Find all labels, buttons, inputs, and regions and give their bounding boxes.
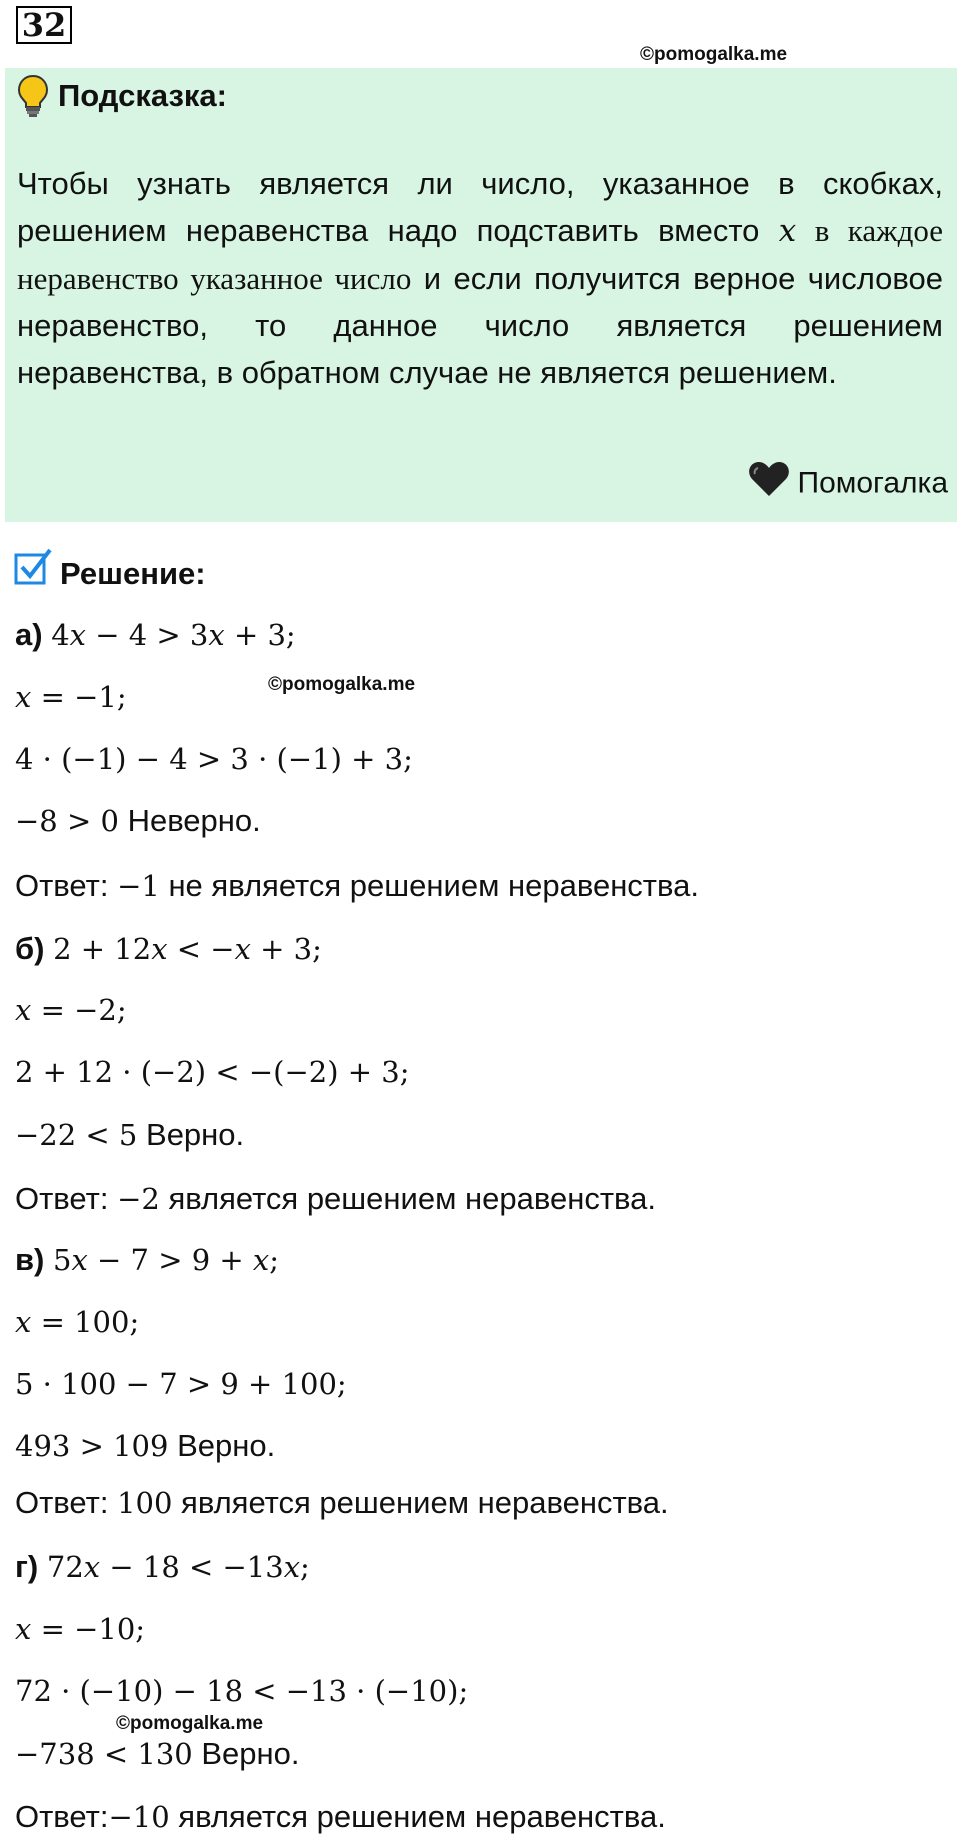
part-c-answer: Ответ: 100 является решением неравенства.	[15, 1485, 669, 1520]
part-d-computation: 72 · (−10) − 18 < −13 · (−10);	[15, 1674, 469, 1708]
part-c-substitution: 𝑥 = 100;	[15, 1305, 140, 1339]
watermark: ©pomogalka.me	[640, 44, 788, 65]
part-c-computation: 5 · 100 − 7 > 9 + 100;	[15, 1367, 347, 1401]
part-d-substitution: 𝑥 = −10;	[15, 1612, 146, 1646]
part-a-result: −8 > 0 Неверно.	[15, 803, 261, 838]
part-c-result: 493 > 109 Верно.	[15, 1428, 276, 1463]
part-b-result: −22 < 5 Верно.	[15, 1117, 245, 1152]
task-number: 32	[16, 6, 72, 44]
brand-signature	[748, 460, 949, 509]
brand-name: Помогалка	[797, 466, 948, 500]
solution-title: Решение:	[60, 556, 206, 591]
hint-text: Чтобы узнать является ли число, указанное в скобках, решением неравенства надо подставить вместо x в каждое неравенство указанное число и если получится верное числовое неравенство, то данное число является решением неравенства, в обратном случае не является решением.	[17, 166, 943, 390]
hint-title: Подсказка:	[58, 78, 227, 113]
part-b-inequality: б) 2 + 12𝑥 < −𝑥 + 3;	[15, 931, 322, 966]
checkbox-checked-icon	[14, 547, 54, 592]
watermark: ©pomogalka.me	[268, 674, 416, 695]
part-a-substitution: 𝑥 = −1;	[15, 680, 127, 714]
part-a-inequality: а) 4𝑥 − 4 > 3𝑥 + 3;	[15, 617, 296, 652]
part-d-result: −738 < 130 Верно.	[15, 1736, 300, 1771]
part-a-computation: 4 · (−1) − 4 > 3 · (−1) + 3;	[15, 742, 413, 776]
part-b-answer: Ответ: −2 является решением неравенства.	[15, 1181, 657, 1216]
part-c-inequality: в) 5𝑥 − 7 > 9 + 𝑥;	[15, 1242, 280, 1277]
part-d-answer: Ответ:−10 является решением неравенства.	[15, 1799, 666, 1834]
watermark: ©pomogalka.me	[116, 1713, 264, 1734]
part-b-substitution: 𝑥 = −2;	[15, 993, 127, 1027]
part-a-answer: Ответ: −1 не является решением неравенства.	[15, 868, 699, 903]
lightbulb-icon	[17, 74, 49, 123]
part-d-inequality: г) 72𝑥 − 18 < −13𝑥;	[15, 1549, 310, 1584]
heart-icon	[748, 460, 790, 509]
part-b-computation: 2 + 12 · (−2) < −(−2) + 3;	[15, 1055, 410, 1089]
